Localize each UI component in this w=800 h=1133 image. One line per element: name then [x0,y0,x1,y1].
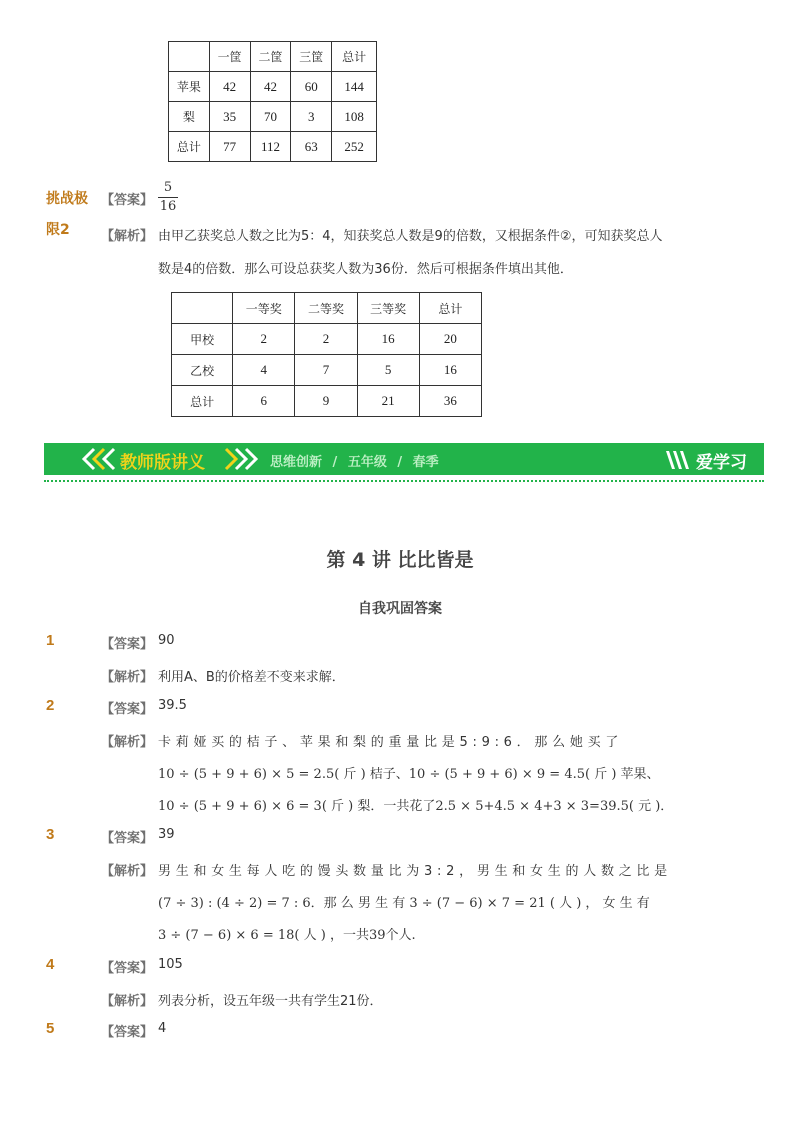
table-cell: 63 [291,132,332,162]
answer-value: 105 [158,957,183,972]
table-row [172,324,482,355]
analysis-tag: 【解析】 [101,864,154,879]
item-number: 3 [46,826,55,843]
table-cell: 42 [209,72,250,102]
table-cell: 70 [250,102,291,132]
banner-main-title: 教师版讲义 [120,453,205,473]
table-cell: 60 [291,72,332,102]
lecture-banner [44,443,764,475]
table-cell [172,293,233,324]
fraction-denominator: 16 [159,199,177,214]
challenge-label: 挑战极 [46,191,88,207]
analysis-text: 10 ÷ (5 + 9 + 6) × 5 = 2.5( 斤 ) 桔子、10 ÷ (5 + 9 + 6) × 9 = 4.5( 斤 ) 苹果、 [158,767,660,782]
table-row [169,72,377,102]
answer-value: 4 [158,1021,167,1036]
analysis-text: 数是4的倍数．那么可设总获奖人数为36份．然后可根据条件填出其他． [158,262,573,277]
answer-tag: 【答案】 [101,637,154,652]
table-header-row [172,293,482,324]
item-number: 4 [46,956,55,973]
table-header-cell: 一等奖 [233,293,295,324]
answer-value: 39.5 [158,698,187,713]
table-header-cell: 二筐 [250,42,291,72]
table-cell: 9 [295,386,357,417]
table-row-label: 总计 [169,132,210,162]
breadcrumb-item: 春季 [412,455,439,470]
analysis-tag: 【解析】 [101,229,154,244]
breadcrumb-item: 五年级 [347,455,387,470]
answer-tag: 【答案】 [101,1025,154,1040]
answer-value: 90 [158,633,175,648]
answer-fraction [158,180,178,215]
analysis-text: 卡 莉 娅 买 的 桔 子 、 苹 果 和 梨 的 重 量 比 是 5 : 9 : 6 ． 那 么 她 买 了 [158,735,619,750]
table-header-row [169,42,377,72]
table-header-cell: 一筐 [209,42,250,72]
breadcrumb-separator: / [332,455,338,470]
table-cell: 42 [250,72,291,102]
table-row [172,386,482,417]
lecture-title: 第 4 讲 比比皆是 [326,549,474,571]
table-cell: 4 [233,355,295,386]
table-header-cell: 总计 [332,42,377,72]
chevron-right-icon [220,447,260,471]
table-cell: 252 [332,132,377,162]
brand-logo-text: 爱学习 [696,453,747,473]
table-cell: 20 [419,324,481,355]
table-cell: 6 [233,386,295,417]
breadcrumb-item: 思维创新 [270,455,323,470]
analysis-text: 利用A、B的价格差不变来求解． [158,670,345,685]
challenge-label-cont: 限2 [46,222,70,238]
table-cell: 16 [357,324,419,355]
table-cell: 3 [291,102,332,132]
table-row-label: 梨 [169,102,210,132]
table-cell: 16 [419,355,481,386]
chevron-left-icon [80,447,120,471]
table-header-cell: 二等奖 [295,293,357,324]
analysis-text: 列表分析，设五年级一共有学生21份． [158,994,383,1009]
item-number: 5 [46,1020,55,1037]
brand-logo-icon [664,447,692,471]
table-cell: 77 [209,132,250,162]
table-cell [169,42,210,72]
item-number: 2 [46,697,55,714]
answer-tag: 【答案】 [101,702,154,717]
table-cell: 2 [233,324,295,355]
table-header-cell: 三筐 [291,42,332,72]
answer-value: 39 [158,827,175,842]
breadcrumb [270,451,439,470]
answer-tag: 【答案】 [101,193,154,208]
table-row [169,132,377,162]
answer-tag: 【答案】 [101,831,154,846]
analysis-tag: 【解析】 [101,670,154,685]
analysis-tag: 【解析】 [101,994,154,1009]
section-title: 自我巩固答案 [358,601,442,617]
analysis-tag: 【解析】 [101,735,154,750]
analysis-text: 10 ÷ (5 + 9 + 6) × 6 = 3( 斤 ) 梨．一共花了2.5 × 5+4.5 × 4+3 × 3=39.5( 元 )． [158,799,674,814]
answer-tag: 【答案】 [101,961,154,976]
table-row-label: 苹果 [169,72,210,102]
apple-pear-table [168,41,377,162]
table-cell: 144 [332,72,377,102]
table-header-cell: 总计 [419,293,481,324]
table-cell: 35 [209,102,250,132]
analysis-text: 男 生 和 女 生 每 人 吃 的 馒 头 数 量 比 为 3 : 2 ， 男 生 和 女 生 的 人 数 之 比 是 [158,864,668,879]
table-row [169,102,377,132]
table-row-label: 乙校 [172,355,233,386]
breadcrumb-separator: / [397,455,403,470]
table-cell: 108 [332,102,377,132]
table-cell: 112 [250,132,291,162]
table-cell: 36 [419,386,481,417]
analysis-text: 3 ÷ (7 − 6) × 6 = 18( 人 ) ，一共39个人. [158,928,416,943]
table-cell: 5 [357,355,419,386]
analysis-text: 由甲乙获奖总人数之比为5：4，知获奖总人数是9的倍数，又根据条件②，可知获奖总人 [158,229,663,244]
table-row-label: 总计 [172,386,233,417]
banner-divider [44,480,764,482]
table-cell: 21 [357,386,419,417]
table-header-cell: 三等奖 [357,293,419,324]
table-row [172,355,482,386]
fraction-bar [158,197,178,198]
award-table [171,292,482,417]
analysis-text: (7 ÷ 3) : (4 ÷ 2) = 7 : 6．那 么 男 生 有 3 ÷ (7 − 6) × 7 = 21 ( 人 ) ， 女 生 有 [158,896,650,911]
table-row-label: 甲校 [172,324,233,355]
table-cell: 7 [295,355,357,386]
item-number: 1 [46,632,55,649]
fraction-numerator: 5 [163,180,173,195]
table-cell: 2 [295,324,357,355]
